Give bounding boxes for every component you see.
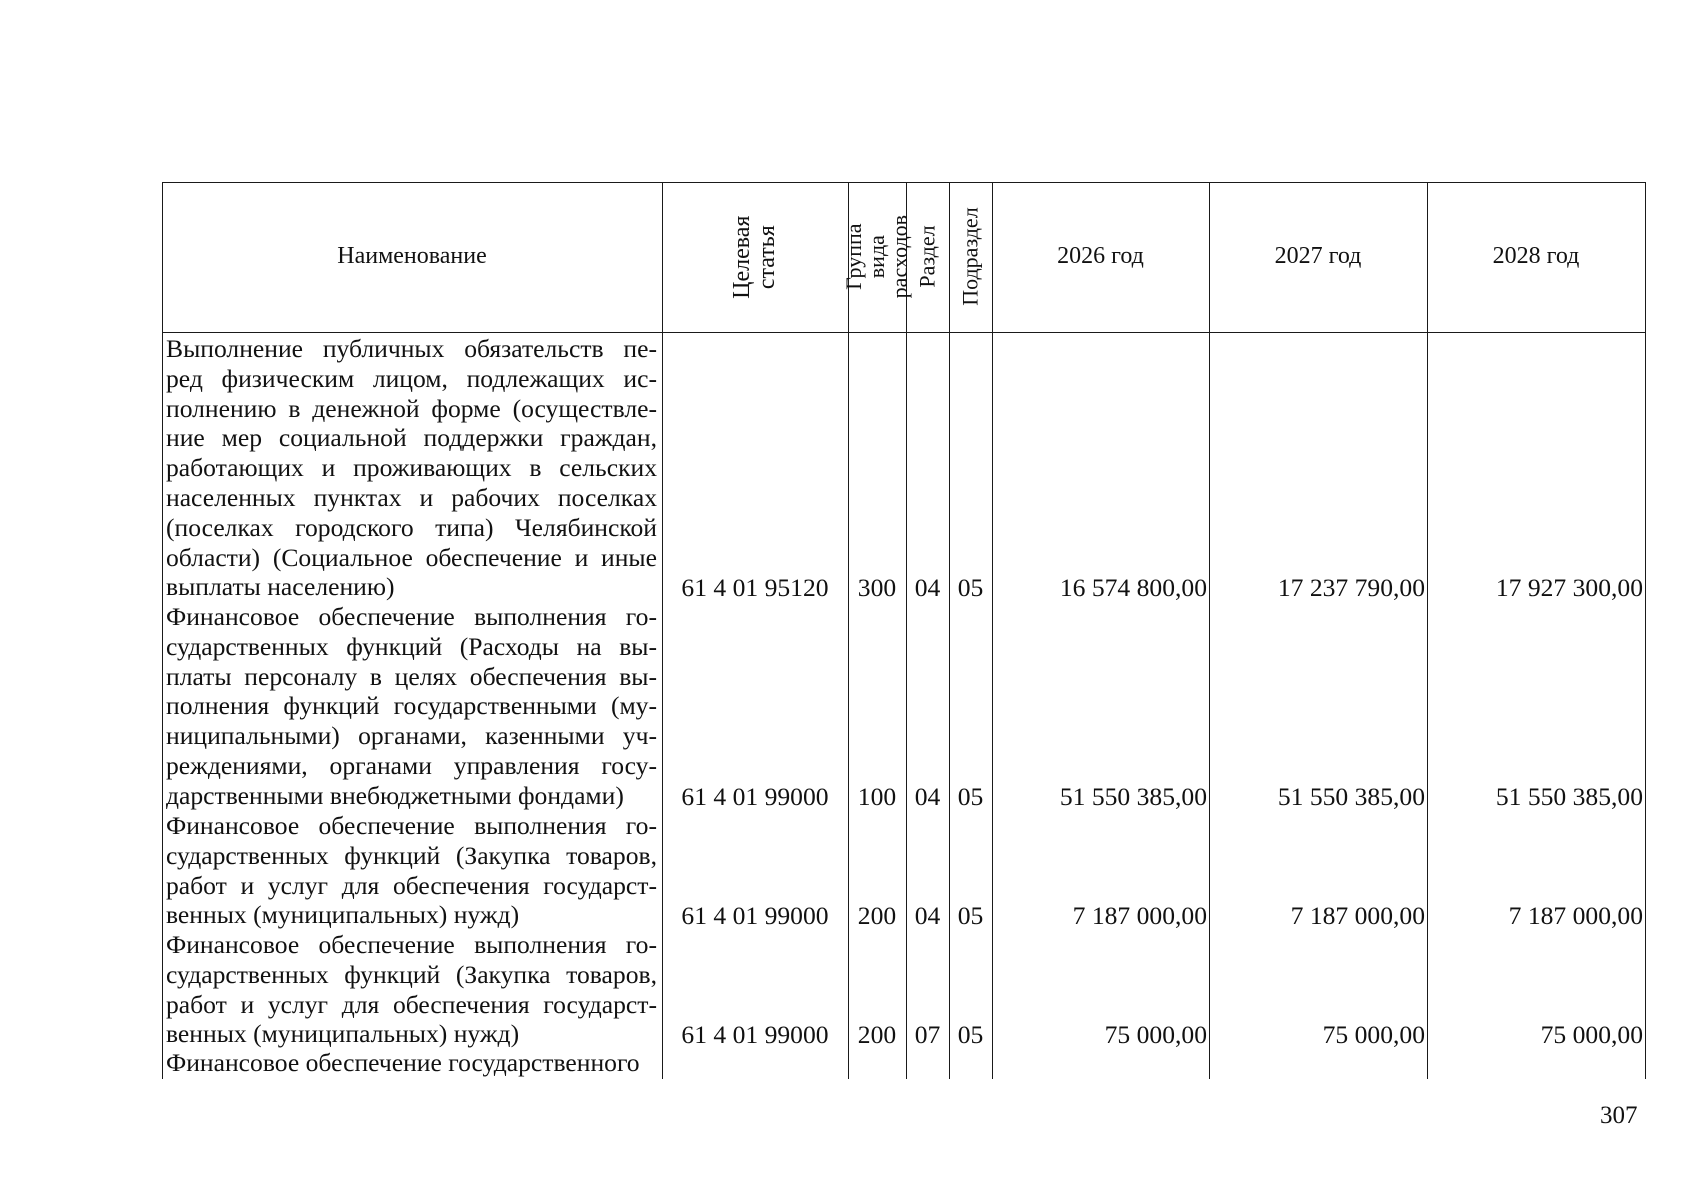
row-target: 61 4 01 99000: [681, 901, 829, 930]
header-2027-text: 2027 год: [1274, 243, 1362, 270]
header-2027: [1209, 182, 1427, 332]
row-name-line: работ и услуг для обеспечения государст-: [166, 989, 657, 1019]
header-subsection-text: Подраздел: [957, 207, 983, 307]
row-name-line: венных (муниципальных) нужд): [166, 1019, 520, 1049]
row-name-line: населенных пунктах и рабочих поселках: [166, 482, 657, 512]
header-subsection: [949, 182, 992, 332]
row-name-line: ниципальными) органами, казенными уч-: [166, 721, 657, 751]
row-name-line: Финансовое обеспечение выполнения го-: [166, 930, 657, 959]
row-subsection: 05: [957, 1020, 984, 1049]
row-name: [166, 602, 657, 811]
row-name: [166, 334, 657, 602]
row-value-2028: 51 550 385,00: [1495, 782, 1643, 811]
row-name: [166, 930, 657, 1049]
row-value-2027: 7 187 000,00: [1290, 901, 1425, 930]
row-value-2026: 16 574 800,00: [1059, 573, 1207, 602]
header-2026: [992, 182, 1209, 332]
header-section-text: Раздел: [914, 225, 940, 289]
row-name-line: Финансовое обеспечение выполнения го-: [166, 602, 657, 631]
row-name-line: ред физическим лицом, подлежащих ис-: [166, 363, 657, 393]
row-name: [166, 1048, 657, 1078]
row-name-line: выплаты населению): [166, 572, 395, 602]
row-name-line: работающих и проживающих в сельских: [166, 453, 657, 483]
row-name-line: реждениями, органами управления госу-: [166, 750, 657, 780]
row-name-line: венных (муниципальных) нужд): [166, 900, 520, 930]
row-subsection: 05: [957, 901, 984, 930]
row-group: 300: [857, 573, 897, 602]
header-name-text: Наименование: [337, 243, 487, 270]
row-section: 04: [914, 901, 941, 930]
row-value-2027: 75 000,00: [1322, 1020, 1425, 1049]
row-subsection: 05: [957, 782, 984, 811]
header-section: [906, 182, 949, 332]
row-name-line: полнению в денежной форме (осуществле-: [166, 393, 657, 423]
row-name-line: ние мер социальной поддержки граждан,: [166, 423, 657, 453]
budget-table: [162, 182, 1646, 1079]
header-2028-text: 2028 год: [1492, 243, 1580, 270]
col-border: [1645, 182, 1646, 1079]
row-value-2026: 51 550 385,00: [1059, 782, 1207, 811]
row-name-line: Финансовое обеспечение государственного: [166, 1048, 640, 1077]
row-name-line: сударственных функций (Закупка товаров,: [166, 959, 657, 989]
header-bottom-border: [162, 332, 1646, 333]
row-group: 100: [857, 782, 897, 811]
row-group: 200: [857, 1020, 897, 1049]
header-target: [662, 182, 848, 332]
row-target: 61 4 01 99000: [681, 782, 829, 811]
row-target: 61 4 01 99000: [681, 1020, 829, 1049]
row-name-line: (поселках городского типа) Челябинской: [166, 512, 657, 542]
row-name-line: сударственных функций (Закупка товаров,: [166, 840, 657, 870]
row-name-line: Выполнение публичных обязательств пе-: [166, 334, 657, 363]
row-section: 04: [914, 782, 941, 811]
row-section: 04: [914, 573, 941, 602]
row-subsection: 05: [957, 573, 984, 602]
row-target: 61 4 01 95120: [681, 573, 829, 602]
row-name-line: дарственными внебюджетными фондами): [166, 780, 624, 810]
row-value-2027: 51 550 385,00: [1277, 782, 1425, 811]
row-value-2026: 7 187 000,00: [1072, 901, 1207, 930]
row-value-2026: 75 000,00: [1104, 1020, 1207, 1049]
page-number: 307: [1600, 1102, 1638, 1129]
header-group: [841, 182, 913, 332]
row-value-2028: 17 927 300,00: [1495, 573, 1643, 602]
header-target-text: Целевая статья: [728, 215, 780, 299]
row-group: 200: [857, 901, 897, 930]
header-group-text: Группа вида расходов: [841, 215, 913, 299]
row-name-line: сударственных функций (Расходы на вы-: [166, 631, 657, 661]
row-name-line: платы персоналу в целях обеспечения вы-: [166, 661, 657, 691]
row-name-line: Финансовое обеспечение выполнения го-: [166, 811, 657, 840]
row-name-line: полнения функций государственными (му-: [166, 691, 657, 721]
row-section: 07: [914, 1020, 941, 1049]
row-value-2028: 75 000,00: [1540, 1020, 1643, 1049]
row-value-2028: 7 187 000,00: [1508, 901, 1643, 930]
row-value-2027: 17 237 790,00: [1277, 573, 1425, 602]
header-2028: [1427, 182, 1645, 332]
row-name-line: работ и услуг для обеспечения государст-: [166, 870, 657, 900]
header-name: [162, 182, 662, 332]
row-name-line: области) (Социальное обеспечение и иные: [166, 542, 657, 572]
row-name: [166, 811, 657, 930]
header-2026-text: 2026 год: [1057, 243, 1144, 270]
